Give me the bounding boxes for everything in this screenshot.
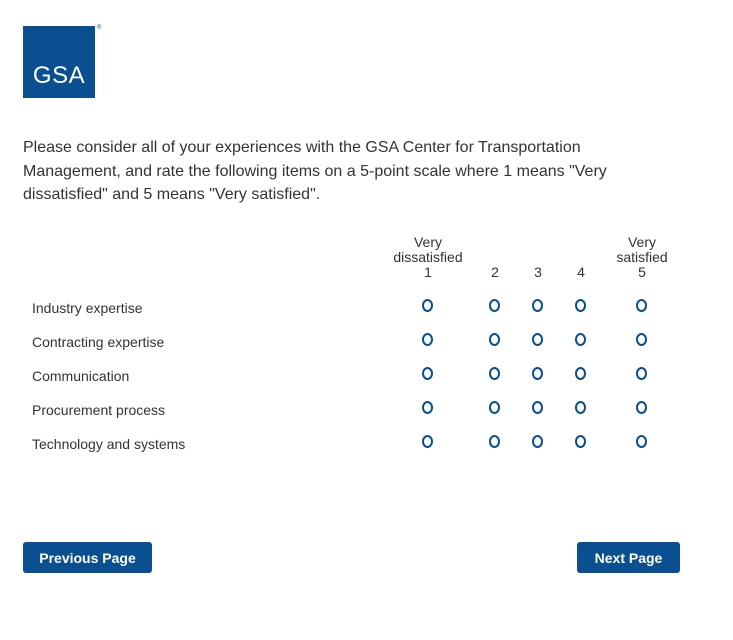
rating-radio-technology-3[interactable]	[532, 435, 543, 448]
survey-instructions: Please consider all of your experiences with the GSA Center for Transportation Management, and rate the following items on a 5-point scale where 1 means "Very dissatisfied" and 5 means "Very satisfied".	[23, 139, 607, 203]
rating-radio-procurement-2[interactable]	[489, 401, 500, 414]
rating-radio-procurement-1[interactable]	[422, 401, 433, 414]
rating-radio-industry-5[interactable]	[636, 299, 647, 312]
rating-radio-procurement-3[interactable]	[532, 401, 543, 414]
scale-high-label-line2: satisfied	[616, 249, 668, 265]
scale-point-3: 3	[534, 264, 542, 280]
rating-radio-communication-2[interactable]	[489, 367, 500, 380]
scale-low-label	[388, 235, 468, 280]
rating-radio-technology-5[interactable]	[636, 435, 647, 448]
item-label-contracting-expertise: Contracting expertise	[32, 334, 165, 350]
scale-point-1: 1	[424, 264, 432, 280]
rating-radio-procurement-5[interactable]	[636, 401, 647, 414]
rating-radio-industry-4[interactable]	[575, 299, 586, 312]
rating-radio-industry-3[interactable]	[532, 299, 543, 312]
rating-radio-communication-1[interactable]	[422, 367, 433, 380]
gsa-logo-text: GSA	[32, 62, 86, 89]
scale-point-2: 2	[491, 264, 499, 280]
rating-radio-communication-3[interactable]	[532, 367, 543, 380]
scale-high-label	[606, 235, 678, 280]
scale-high-label-line1: Very	[627, 234, 656, 250]
item-label-communication: Communication	[32, 368, 130, 384]
rating-radio-contracting-3[interactable]	[532, 333, 543, 346]
item-label-procurement-process: Procurement process	[32, 402, 166, 418]
gsa-logo	[23, 26, 95, 98]
rating-radio-contracting-1[interactable]	[422, 333, 433, 346]
rating-radio-contracting-4[interactable]	[575, 333, 586, 346]
rating-radio-technology-1[interactable]	[422, 435, 433, 448]
item-label-technology-systems: Technology and systems	[32, 436, 186, 452]
rating-radio-procurement-4[interactable]	[575, 401, 586, 414]
next-page-button[interactable]: Next Page	[577, 542, 680, 573]
rating-radio-contracting-2[interactable]	[489, 333, 500, 346]
scale-point-4: 4	[577, 264, 585, 280]
rating-radio-industry-2[interactable]	[489, 299, 500, 312]
rating-radio-industry-1[interactable]	[422, 299, 433, 312]
rating-radio-communication-4[interactable]	[575, 367, 586, 380]
rating-radio-contracting-5[interactable]	[636, 333, 647, 346]
scale-low-label-line1: Very	[413, 234, 442, 250]
rating-radio-technology-2[interactable]	[489, 435, 500, 448]
registered-mark: ®	[97, 25, 102, 31]
scale-point-5: 5	[638, 264, 646, 280]
previous-page-button[interactable]: Previous Page	[23, 542, 152, 573]
rating-radio-technology-4[interactable]	[575, 435, 586, 448]
scale-low-label-line2: dissatisfied	[393, 249, 463, 265]
item-label-industry-expertise: Industry expertise	[32, 300, 143, 316]
rating-radio-communication-5[interactable]	[636, 367, 647, 380]
